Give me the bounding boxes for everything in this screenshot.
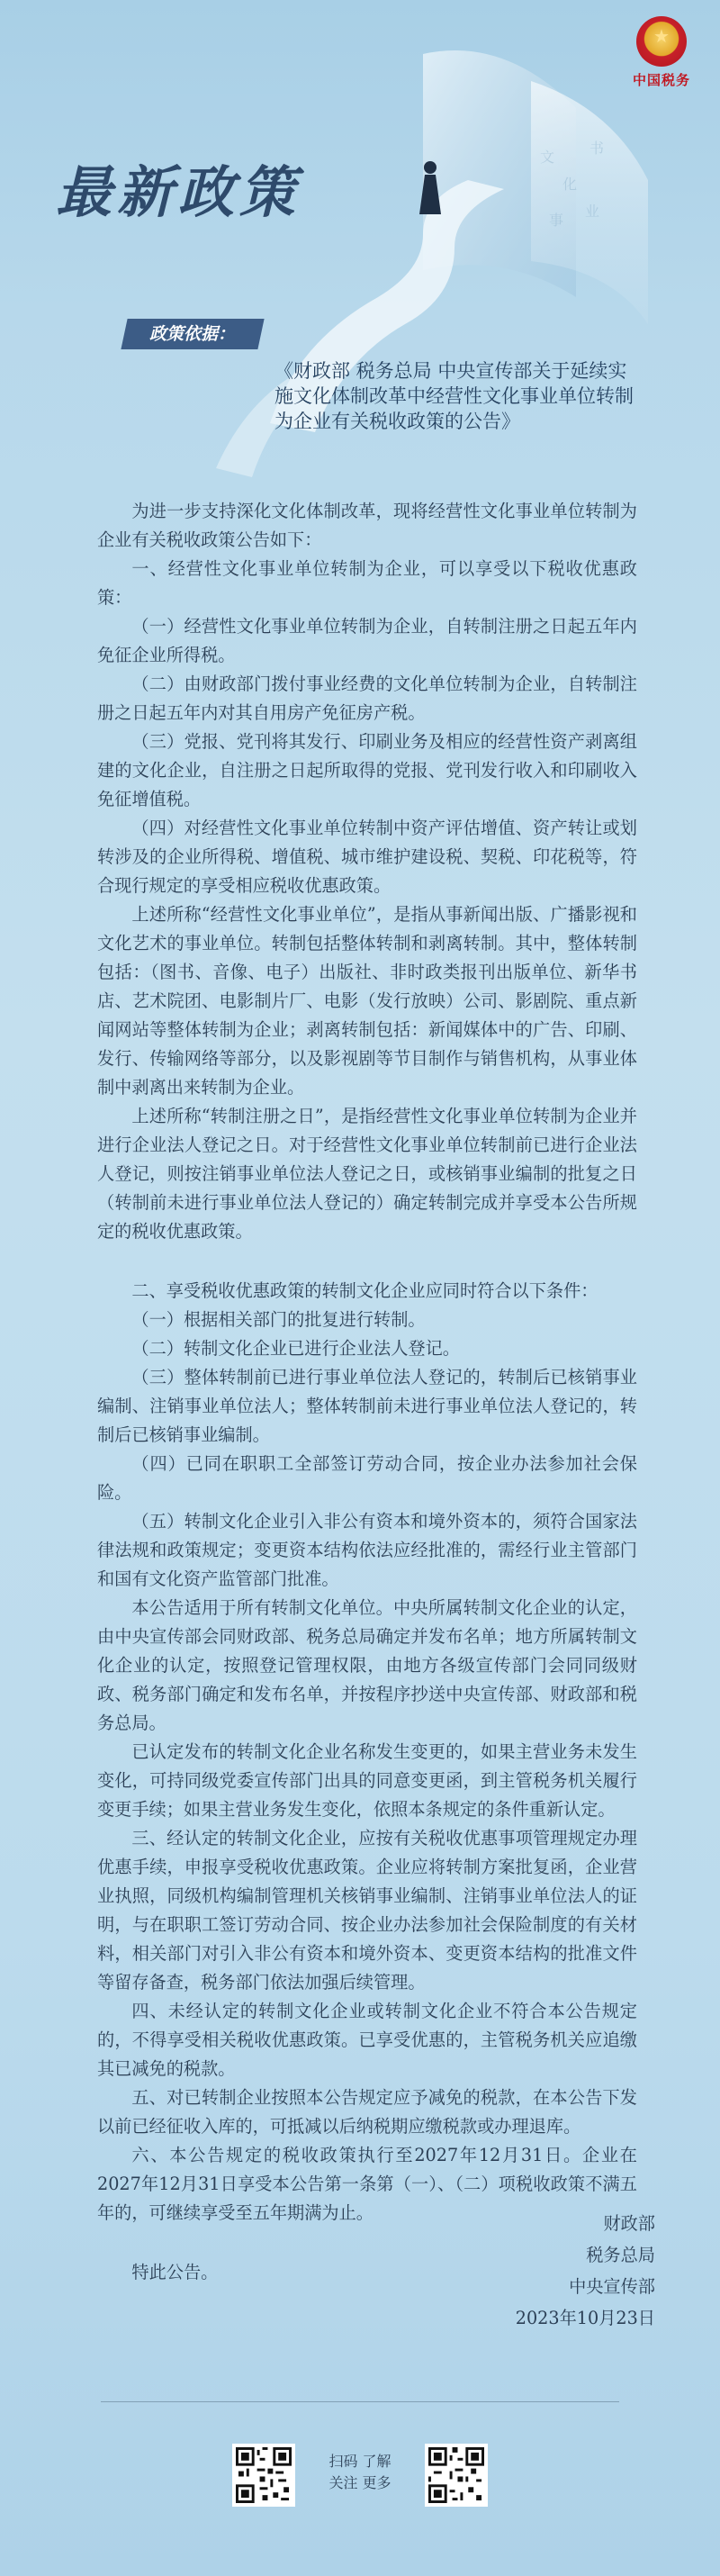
- paragraph: 三、经认定的转制文化企业，应按有关税收优惠事项管理规定办理优惠手续，申报享受税收优惠政策。企业应将转制方案批复函，企业营业执照，同级机构编制管理机关核销事业编制、注销事业单位法人的证明，与在职职工签订劳动合同、按企业办法参加社会保险制度的有关材料，相关部门对引入非公有资本和境外资本、变更资本结构的批准文件等留存备查，税务部门依法加强后续管理。: [97, 1828, 637, 1993]
- basis-tag: 政策依据：: [121, 319, 264, 349]
- closing-line: 特此公告。: [131, 2262, 219, 2282]
- issuer-publicity-department: 中央宣传部: [569, 2276, 655, 2297]
- announcement-body: [97, 497, 637, 2287]
- paragraph: 上述所称“经营性文化事业单位”，是指从事新闻出版、广播影视和文化艺术的事业单位。转制包括整体转制和剥离转制。其中，整体转制包括：（图书、音像、电子）出版社、非时政类报刊出版单位、新华书店、艺术院团、电影制片厂、电影（发行放映）公司、影剧院、重点新闻网站等整体转制为企业；剥离转制包括：新闻媒体中的广告、印刷、发行、传输网络等部分，以及影视剧等节目制作与销售机构，从事业体制中剥离出来转制为企业。: [97, 904, 637, 1098]
- signoff-block: [516, 2208, 655, 2334]
- page-title: 最新政策: [56, 159, 302, 225]
- hero-banner: [0, 0, 720, 486]
- issuer-ministry-of-finance: 财政部: [603, 2213, 655, 2234]
- paragraph: 本公告适用于所有转制文化单位。中央所属转制文化企业的认定，由中央宣传部会同财政部、税务总局确定并发布名单；地方所属转制文化企业的认定，按照登记管理权限，由地方各级宣传部门会同同级财政、税务部门确定和发布名单，并按程序抄送中央宣传部、财政部和税务总局。: [97, 1597, 637, 1733]
- paragraph: 六、本公告规定的税收政策执行至2027年12月31日。企业在2027年12月31日享受本公告第一条第（一）、（二）项税收政策不满五年的，可继续享受至五年期满为止。: [97, 2145, 637, 2223]
- issue-date: 2023年10月23日: [515, 2308, 655, 2328]
- paragraph: （一）经营性文化事业单位转制为企业，自转制注册之日起五年内免征企业所得税。: [97, 616, 637, 665]
- paragraph: （二）由财政部门拨付事业经费的文化单位转制为企业，自转制注册之日起五年内对其自用房产免征房产税。: [97, 673, 637, 723]
- svg-text:文: 文: [540, 149, 555, 166]
- spacer: [97, 1246, 637, 1277]
- qr-code-right[interactable]: [425, 2444, 488, 2507]
- paragraph: 一、经营性文化事业单位转制为企业，可以享受以下税收优惠政策：: [97, 558, 637, 608]
- qr-pattern-icon: [236, 2447, 292, 2503]
- issuer-tax-administration: 税务总局: [586, 2245, 655, 2265]
- paragraph: 四、未经认定的转制文化企业或转制文化企业不符合本公告规定的，不得享受相关税收优惠政策。已享受优惠的，主管税务机关应追缴其已减免的税款。: [97, 2001, 637, 2079]
- scan-caption-line2: 关注 更多: [328, 2474, 392, 2491]
- paragraph: （三）党报、党刊将其发行、印刷业务及相应的经营性资产剥离组建的文化企业，自注册之日起所取得的党报、党刊发行收入和印刷收入免征增值税。: [97, 731, 637, 809]
- paragraph: 二、享受税收优惠政策的转制文化企业应同时符合以下条件：: [131, 1280, 598, 1301]
- svg-text:化: 化: [562, 176, 578, 193]
- paragraph: （一）根据相关部门的批复进行转制。: [131, 1309, 426, 1330]
- qr-code-left[interactable]: [232, 2444, 295, 2507]
- svg-text:书: 书: [590, 140, 605, 157]
- paragraph: 已认定发布的转制文化企业名称发生变更的，如果主营业务未发生变化，可持同级党委宣传部门出具的同意变更函，到主管税务机关履行变更手续；如果主营业务发生变化，依照本条规定的条件重新认定。: [97, 1741, 637, 1820]
- svg-text:业: 业: [585, 203, 600, 220]
- paragraph: 五、对已转制企业按照本公告规定应予减免的税款，在本公告下发以前已经征收入库的，可抵减以后纳税期应缴税款或办理退库。: [97, 2087, 637, 2137]
- paragraph: （二）转制文化企业已进行企业法人登记。: [131, 1338, 460, 1359]
- scan-caption: [315, 2451, 405, 2494]
- paragraph: 上述所称“转制注册之日”，是指经营性文化事业单位转制为企业并进行企业法人登记之日。对于经营性文化事业单位转制前已进行企业法人登记，则按注销事业单位法人登记之日，或核销事业编制的批复之日（转制前未进行事业单位法人登记的）确定转制完成并享受本公告所规定的税收优惠政策。: [97, 1106, 637, 1242]
- paragraph: （四）对经营性文化事业单位转制中资产评估增值、资产转让或划转涉及的企业所得税、增值税、城市维护建设税、契税、印花税等，符合现行规定的享受相应税收优惠政策。: [97, 818, 637, 896]
- brand-logo: 中国税务: [632, 72, 690, 88]
- paragraph: 为进一步支持深化文化体制改革，现将经营性文化事业单位转制为企业有关税收政策公告如下：: [97, 501, 637, 550]
- footer-divider: [101, 2401, 619, 2402]
- national-emblem-icon: ★: [636, 16, 687, 67]
- paragraph: （五）转制文化企业引入非公有资本和境外资本的，须符合国家法律法规和政策规定；变更资本结构依法应经批准的，需经行业主管部门和国有文化资产监管部门批准。: [97, 1511, 637, 1589]
- svg-text:事: 事: [549, 212, 564, 229]
- paragraph: （四）已同在职职工全部签订劳动合同，按企业办法参加社会保险。: [97, 1453, 637, 1503]
- basis-document-title: 《财政部 税务总局 中央宣传部关于延续实施文化体制改革中经营性文化事业单位转制为企业有关税收政策的公告》: [274, 360, 634, 432]
- qr-pattern-icon: [428, 2447, 484, 2503]
- scan-caption-line1: 扫码 了解: [328, 2453, 392, 2470]
- paragraph: （三）整体转制前已进行事业单位法人登记的，转制后已核销事业编制、注销事业单位法人；整体转制前未进行事业单位法人登记的，转制后已核销事业编制。: [97, 1367, 637, 1445]
